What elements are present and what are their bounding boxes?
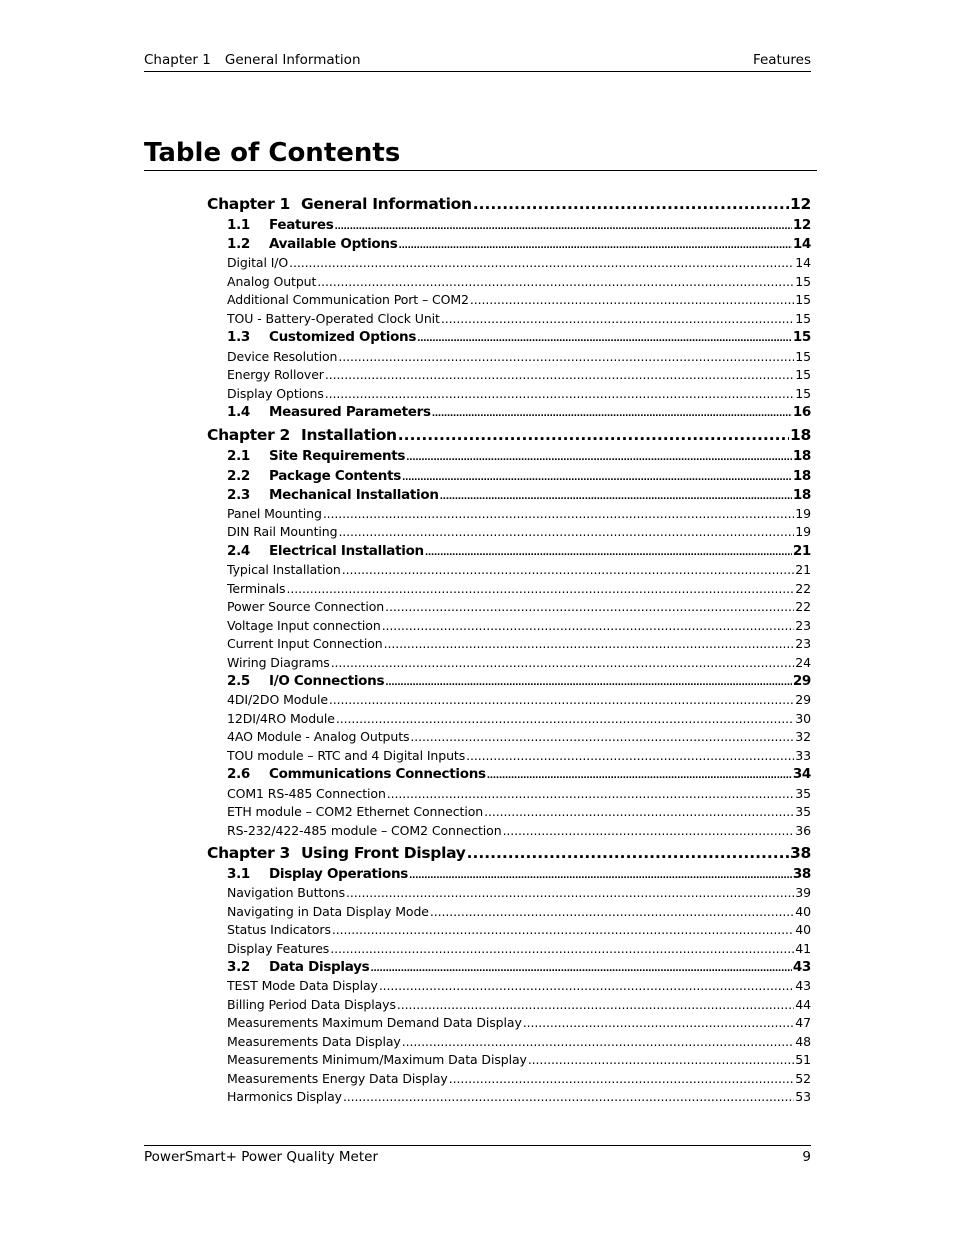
toc-entry[interactable]: [227, 804, 811, 819]
toc-entry-page: 30: [795, 710, 811, 726]
toc-entry-title: Energy Rollover: [227, 367, 324, 383]
toc-entry-page: 43: [792, 959, 811, 976]
toc-entry[interactable]: [227, 349, 811, 364]
toc-dot-leader: [487, 771, 792, 781]
toc-entry[interactable]: [227, 1089, 811, 1104]
toc-entry-title: Display Options: [227, 385, 324, 401]
toc-dot-leader: [342, 562, 795, 577]
toc-dot-leader: [346, 885, 794, 900]
toc-dot-leader: [397, 997, 794, 1012]
toc-entry[interactable]: [227, 448, 811, 464]
header-chapter-title: General Information: [224, 52, 361, 68]
toc-dot-leader: [430, 904, 794, 919]
toc-dot-leader: [325, 386, 795, 401]
toc-dot-leader: [410, 729, 794, 744]
toc-dot-leader: [370, 964, 791, 974]
toc-entry[interactable]: [227, 236, 811, 252]
toc-dot-leader: [440, 492, 792, 502]
toc-entry[interactable]: [227, 711, 811, 726]
toc-entry-page: 29: [795, 692, 811, 708]
toc-entry-page: 18: [792, 486, 811, 503]
toc-dot-leader: [382, 618, 795, 633]
toc-entry[interactable]: [227, 729, 811, 744]
toc-entry-page: 34: [792, 766, 811, 783]
toc-entry-label: [227, 655, 330, 670]
toc-dot-leader: [317, 274, 794, 289]
toc-entry-page: 15: [795, 385, 811, 401]
toc-dot-leader: [323, 506, 794, 521]
toc-entry-title: Current Input Connection: [227, 636, 383, 652]
toc-entry-label: [227, 959, 369, 975]
toc-entry-page: 53: [795, 1089, 811, 1105]
toc-entry-label: [227, 329, 416, 345]
toc-dot-leader: [466, 748, 794, 763]
toc-entry[interactable]: [227, 1052, 811, 1067]
toc-entry-title: Data Displays: [269, 959, 370, 976]
toc-entry-label: [227, 786, 386, 801]
toc-entry[interactable]: [227, 292, 811, 307]
toc-entry-number: 2.1: [227, 448, 251, 465]
toc-entry-label: [227, 804, 483, 819]
toc-dot-leader: [425, 548, 792, 558]
toc-entry-title: Billing Period Data Displays: [227, 996, 396, 1012]
toc-dot-leader: [336, 711, 794, 726]
toc-entry-label: [227, 729, 409, 744]
toc-entry-label: [227, 367, 324, 382]
toc-entry[interactable]: [227, 866, 811, 882]
toc-entry-title: Navigating in Data Display Mode: [227, 903, 429, 919]
toc-dot-leader: [449, 1071, 795, 1086]
toc-dot-leader: [402, 473, 792, 483]
toc-entry-label: [227, 404, 431, 420]
toc-dot-leader: [470, 292, 794, 307]
toc-entry-page: 51: [795, 1052, 811, 1068]
toc-entry[interactable]: [227, 581, 811, 596]
toc-entry[interactable]: [207, 426, 811, 444]
toc-entry[interactable]: [227, 997, 811, 1012]
toc-entry-page: 36: [795, 822, 811, 838]
toc-entry[interactable]: [227, 978, 811, 993]
toc-entry[interactable]: [227, 468, 811, 484]
toc-entry-title: Display Operations: [269, 866, 409, 882]
toc-entry-label: [227, 386, 324, 401]
toc-entry[interactable]: [227, 1034, 811, 1049]
toc-dot-leader: [334, 222, 791, 232]
toc-entry-title: Customized Options: [269, 329, 417, 346]
toc-entry-page: 18: [790, 426, 811, 445]
toc-entry-label: [227, 274, 316, 289]
toc-dot-leader: [379, 978, 794, 993]
toc-entry[interactable]: [227, 367, 811, 382]
toc-entry-label: [227, 255, 288, 270]
toc-entry[interactable]: [227, 1071, 811, 1086]
toc-entry-page: 43: [795, 978, 811, 994]
toc-entry[interactable]: [227, 922, 811, 937]
toc-entry[interactable]: [227, 904, 811, 919]
toc-entry-page: 44: [795, 996, 811, 1012]
toc-entry-title: Electrical Installation: [269, 542, 424, 559]
toc-entry-page: 39: [795, 885, 811, 901]
toc-entry[interactable]: [227, 506, 811, 521]
toc-entry-page: 32: [795, 729, 811, 745]
toc-entry[interactable]: [227, 786, 811, 801]
toc-dot-leader: [385, 599, 794, 614]
toc-entry[interactable]: [227, 386, 811, 401]
toc-entry[interactable]: [227, 487, 811, 503]
toc-entry-label: [227, 599, 384, 614]
toc-entry[interactable]: [227, 885, 811, 900]
toc-entry-label: [227, 1089, 342, 1104]
toc-entry[interactable]: [227, 941, 811, 956]
toc-entry-page: 41: [795, 940, 811, 956]
toc-entry-title: Display Features: [227, 940, 330, 956]
toc-entry-label: [227, 673, 384, 689]
toc-entry-title: Using Front Display: [301, 844, 466, 862]
toc-entry-title: COM1 RS-485 Connection: [227, 785, 386, 801]
toc-entry[interactable]: [227, 655, 811, 670]
toc-entry-number: 2.6: [227, 766, 251, 783]
toc-dot-leader: [343, 1089, 794, 1104]
toc-dot-leader: [406, 453, 792, 463]
toc-entry-label: [227, 978, 378, 993]
toc-entry-number: 3.2: [227, 959, 251, 976]
toc-entry-title: Device Resolution: [227, 348, 338, 364]
toc-dot-leader: [484, 804, 794, 819]
toc-entry-label: [227, 941, 329, 956]
toc-entry-number: 1.3: [227, 329, 251, 346]
toc-entry-page: 33: [795, 747, 811, 763]
footer-page-number: 9: [802, 1149, 811, 1165]
toc-entry[interactable]: [227, 524, 811, 539]
toc-entry-page: 15: [795, 310, 811, 326]
toc-entry[interactable]: [207, 844, 811, 862]
toc-entry-title: Features: [269, 217, 334, 233]
toc-entry-label: [227, 766, 486, 782]
toc-entry-title: Installation: [301, 426, 397, 445]
toc-entry-page: 14: [792, 236, 811, 253]
toc-entry-page: 48: [795, 1033, 811, 1049]
toc-entry-label: [227, 292, 469, 307]
toc-entry-label: [227, 524, 337, 539]
toc-entry-page: 19: [795, 524, 811, 540]
toc-entry-page: 12: [790, 195, 811, 213]
toc-entry-page: 38: [790, 844, 811, 862]
toc-entry-label: [207, 195, 472, 213]
toc-entry-page: 24: [795, 654, 811, 670]
toc-dot-leader: [384, 636, 795, 651]
toc-entry[interactable]: [227, 692, 811, 707]
toc-dot-leader: [398, 426, 789, 444]
toc-dot-leader: [331, 655, 795, 670]
header-chapter-label: Chapter 1: [144, 52, 211, 68]
toc-entry-title: Navigation Buttons: [227, 885, 345, 901]
page-header: [144, 51, 811, 72]
toc-entry-label: [227, 543, 424, 559]
toc-dot-leader: [286, 581, 794, 596]
toc-entry-label: [207, 844, 466, 862]
toc-entry-number: 1.2: [227, 236, 251, 253]
toc-entry-page: 16: [792, 404, 811, 421]
toc-dot-leader: [330, 941, 794, 956]
toc-entry[interactable]: [227, 959, 811, 975]
toc-entry-label: [227, 349, 337, 364]
toc-entry-title: Wiring Diagrams: [227, 654, 330, 670]
toc-entry-label: [227, 885, 345, 900]
toc-entry-label: [227, 922, 331, 937]
toc-entry-title: 4AO Module - Analog Outputs: [227, 729, 410, 745]
toc-entry[interactable]: [227, 748, 811, 763]
toc-entry-page: 23: [795, 617, 811, 633]
toc-entry-title: Typical Installation: [227, 562, 341, 578]
toc-entry-number: Chapter 3: [207, 844, 291, 862]
toc-entry-page: 19: [795, 505, 811, 521]
toc-entry-title: Measurements Data Display: [227, 1033, 401, 1049]
toc-entry[interactable]: [227, 618, 811, 633]
toc-entry[interactable]: [227, 636, 811, 651]
toc-entry-title: DIN Rail Mounting: [227, 524, 338, 540]
toc-entry-number: 1.1: [227, 217, 251, 233]
toc-entry-title: Harmonics Display: [227, 1089, 342, 1105]
toc-entry-page: 40: [795, 922, 811, 938]
toc-dot-leader: [432, 409, 792, 419]
toc-entry-label: [227, 217, 333, 233]
toc-entry-page: 22: [795, 580, 811, 596]
toc-entry-title: RS-232/422-485 module – COM2 Connection: [227, 822, 502, 838]
toc-entry-page: 40: [795, 903, 811, 919]
toc-dot-leader: [338, 349, 794, 364]
toc-entry-label: [227, 636, 383, 651]
toc-entry-label: [227, 904, 429, 919]
toc-entry-title: Measured Parameters: [269, 404, 431, 421]
toc-entry[interactable]: [227, 1015, 811, 1030]
toc-entry-title: 4DI/2DO Module: [227, 692, 328, 708]
toc-entry-label: [227, 866, 408, 882]
toc-entry-label: [227, 448, 405, 464]
toc-entry[interactable]: [227, 823, 811, 838]
toc-entry-title: I/O Connections: [269, 673, 385, 690]
toc-dot-leader: [503, 823, 795, 838]
toc-dot-leader: [338, 524, 794, 539]
toc-entry-page: 15: [795, 273, 811, 289]
toc-entry-title: Status Indicators: [227, 922, 331, 938]
toc-entry-label: [227, 1071, 448, 1086]
toc-dot-leader: [332, 922, 794, 937]
toc-entry-page: 21: [795, 562, 811, 578]
toc-entry-label: [227, 468, 401, 484]
toc-entry-page: 15: [792, 329, 811, 346]
toc-entry-title: General Information: [301, 195, 472, 213]
toc-entry-label: [227, 311, 440, 326]
toc-entry[interactable]: [227, 673, 811, 689]
toc-entry[interactable]: [227, 274, 811, 289]
page-title: Table of Contents: [144, 136, 817, 171]
toc-entry-number: 1.4: [227, 404, 251, 421]
header-chapter: [144, 52, 361, 68]
toc-entry-number: 2.4: [227, 542, 251, 559]
toc-entry[interactable]: [227, 543, 811, 559]
toc-entry-label: [207, 426, 397, 444]
toc-entry-title: Analog Output: [227, 273, 317, 289]
toc-entry-label: [227, 823, 502, 838]
toc-dot-leader: [523, 1015, 795, 1030]
toc-entry-page: 21: [792, 542, 811, 559]
toc-entry-title: Package Contents: [269, 467, 401, 484]
toc-entry-label: [227, 711, 335, 726]
toc-dot-leader: [385, 678, 792, 688]
toc-entry-title: Voltage Input connection: [227, 617, 381, 633]
toc-entry-label: [227, 506, 322, 521]
toc-dot-leader: [409, 871, 792, 881]
toc-entry-label: [227, 581, 285, 596]
toc-dot-leader: [387, 786, 795, 801]
toc-entry-page: 35: [795, 785, 811, 801]
toc-dot-leader: [528, 1052, 794, 1067]
toc-entry-page: 22: [795, 599, 811, 615]
toc-entry-title: TEST Mode Data Display: [227, 978, 378, 994]
toc-dot-leader: [329, 692, 794, 707]
toc-entry-title: Site Requirements: [269, 448, 406, 465]
toc-entry-number: 2.3: [227, 486, 251, 503]
toc-dot-leader: [402, 1034, 795, 1049]
toc-entry[interactable]: [227, 255, 811, 270]
toc-entry[interactable]: [207, 195, 811, 213]
toc-dot-leader: [398, 241, 791, 251]
toc-dot-leader: [467, 844, 789, 862]
footer-product: PowerSmart+ Power Quality Meter: [144, 1149, 378, 1165]
page-footer: [144, 1145, 811, 1165]
toc-dot-leader: [473, 195, 789, 213]
toc-dot-leader: [417, 334, 792, 344]
toc-entry-page: 15: [795, 348, 811, 364]
toc-entry-title: TOU - Battery-Operated Clock Unit: [227, 310, 440, 326]
toc-entry-title: Terminals: [227, 580, 286, 596]
toc-entry-label: [227, 1052, 527, 1067]
toc-entry-number: 2.5: [227, 673, 251, 690]
toc-dot-leader: [441, 311, 794, 326]
toc-entry-page: 52: [795, 1070, 811, 1086]
toc-entry-page: 12: [792, 217, 811, 233]
toc-entry[interactable]: [227, 562, 811, 577]
toc-entry-page: 15: [795, 292, 811, 308]
toc-entry-number: 2.2: [227, 467, 251, 484]
toc-entry-title: ETH module – COM2 Ethernet Connection: [227, 804, 484, 819]
toc-entry-label: [227, 562, 341, 577]
toc-entry-number: Chapter 2: [207, 426, 291, 445]
toc-entry-title: 12DI/4RO Module: [227, 710, 335, 726]
toc-entry-page: 23: [795, 636, 811, 652]
toc-entry-title: Panel Mounting: [227, 505, 322, 521]
toc-entry-label: [227, 1034, 401, 1049]
toc-entry-label: [227, 236, 397, 252]
toc-entry-title: Measurements Minimum/Maximum Data Display: [227, 1052, 527, 1068]
toc-entry[interactable]: [227, 404, 811, 420]
header-section: Features: [752, 52, 811, 68]
toc-entry-title: Digital I/O: [227, 255, 289, 271]
toc-entry-title: Mechanical Installation: [269, 486, 439, 503]
toc-entry-label: [227, 748, 465, 763]
toc-entry-page: 29: [792, 673, 811, 690]
toc-entry-number: 3.1: [227, 866, 251, 882]
toc-entry-page: 35: [795, 804, 811, 819]
toc-entry[interactable]: [227, 217, 811, 233]
toc-entry-number: Chapter 1: [207, 195, 291, 213]
toc-entry[interactable]: [227, 766, 811, 782]
toc-entry-page: 14: [795, 255, 811, 271]
toc-entry[interactable]: [227, 599, 811, 614]
toc-entry-label: [227, 1015, 522, 1030]
toc-dot-leader: [289, 255, 794, 270]
toc-entry-label: [227, 692, 328, 707]
toc-entry-title: Additional Communication Port – COM2: [227, 292, 469, 308]
toc-entry-label: [227, 618, 381, 633]
toc-entry-label: [227, 997, 396, 1012]
toc-entry-page: 18: [792, 448, 811, 465]
toc-entry-title: Measurements Energy Data Display: [227, 1070, 448, 1086]
toc-entry-page: 38: [792, 866, 811, 882]
toc-entry-page: 18: [792, 467, 811, 484]
toc-entry-title: TOU module – RTC and 4 Digital Inputs: [227, 747, 466, 763]
toc-entry-title: Power Source Connection: [227, 599, 385, 615]
toc-entry-title: Measurements Maximum Demand Data Display: [227, 1015, 522, 1031]
toc-entry-title: Available Options: [269, 236, 398, 253]
toc-entry-page: 15: [795, 367, 811, 383]
toc-entry-page: 47: [795, 1015, 811, 1031]
toc-entry[interactable]: [227, 329, 811, 345]
toc-entry[interactable]: [227, 311, 811, 326]
toc-dot-leader: [325, 367, 794, 382]
toc-entry-label: [227, 487, 439, 503]
toc-entry-title: Communications Connections: [269, 766, 486, 783]
